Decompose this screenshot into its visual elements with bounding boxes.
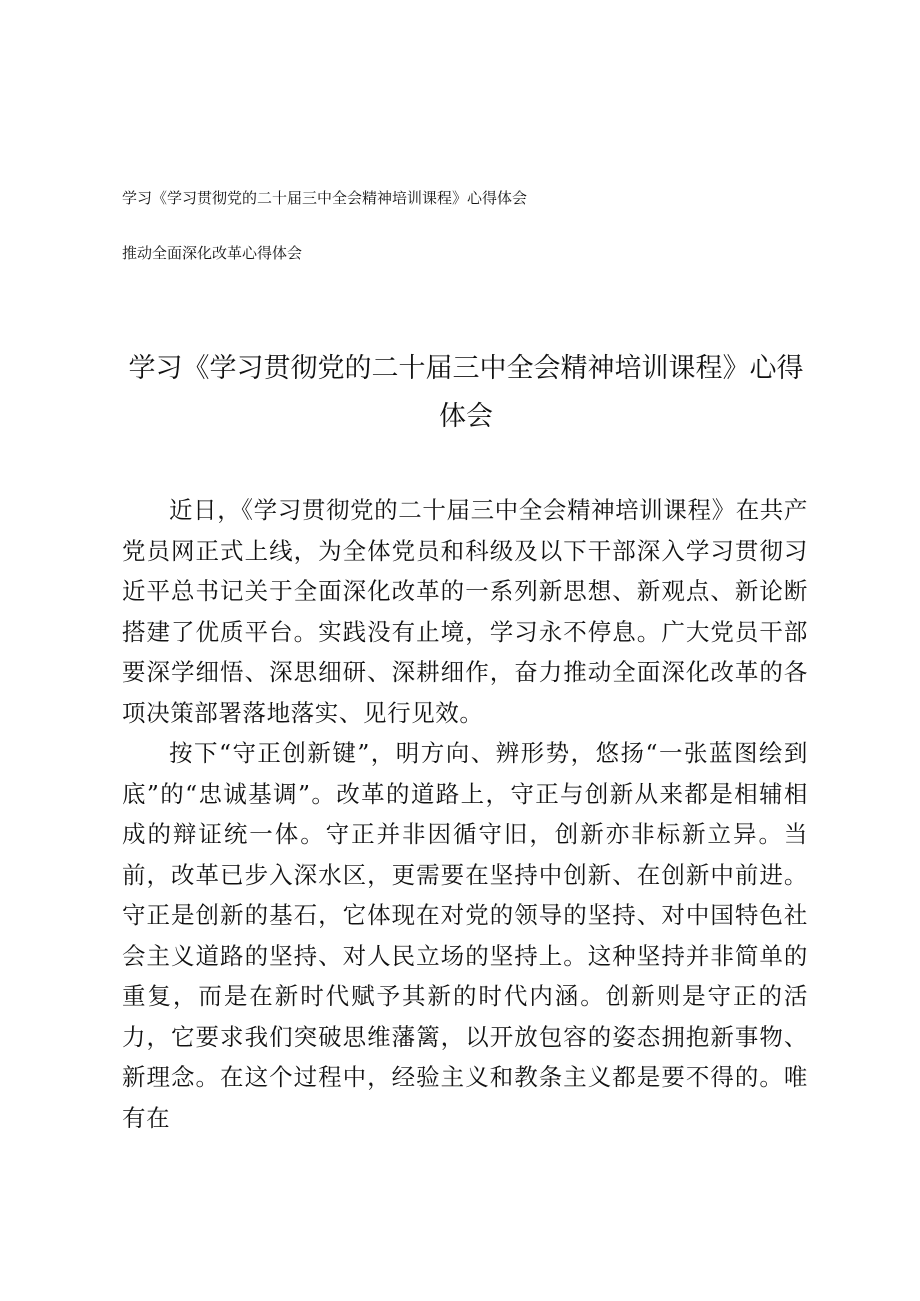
paragraph: 按下“守正创新键”，明方向、辨形势，悠扬“一张蓝图绘到底”的“忠诚基调”。改革的道路上，守正与创新从来都是相辅相成的辩证统一体。守正并非因循守旧，创新亦非标新立异。当前，改革已步入深水区，更需要在坚持中创新、在创新中前进。守正是创新的基石，它体现在对党的领导的坚持、对中国特色社会主义道路的坚持、对人民立场的坚持上。这种坚持并非简单的重复，而是在新时代赋予其新的时代内涵。创新则是守正的活力，它要求我们突破思维藩篱，以开放包容的姿态拥抱新事物、新理念。在这个过程中，经验主义和教条主义都是要不得的。唯有在 xyxy=(122,739,808,1132)
paragraph: 近日，《学习贯彻党的二十届三中全会精神培训课程》在共产党员网正式上线，为全体党员和科级及以下干部深入学习贯彻习近平总书记关于全面深化改革的一系列新思想、新观点、新论断搭建了优质平台。实践没有止境，学习永不停息。广大党员干部要深学细悟、深思细研、深耕细作，奋力推动全面深化改革的各项决策部署落地落实、见行见效。 xyxy=(122,496,808,727)
toc-line-1: 学习《学习贯彻党的二十届三中全会精神培训课程》心得体会 xyxy=(122,189,528,207)
article-body xyxy=(122,490,808,1138)
article-title: 学习《学习贯彻党的二十届三中全会精神培训课程》心得体会 xyxy=(128,353,804,432)
toc-line-2: 推动全面深化改革心得体会 xyxy=(122,244,303,262)
